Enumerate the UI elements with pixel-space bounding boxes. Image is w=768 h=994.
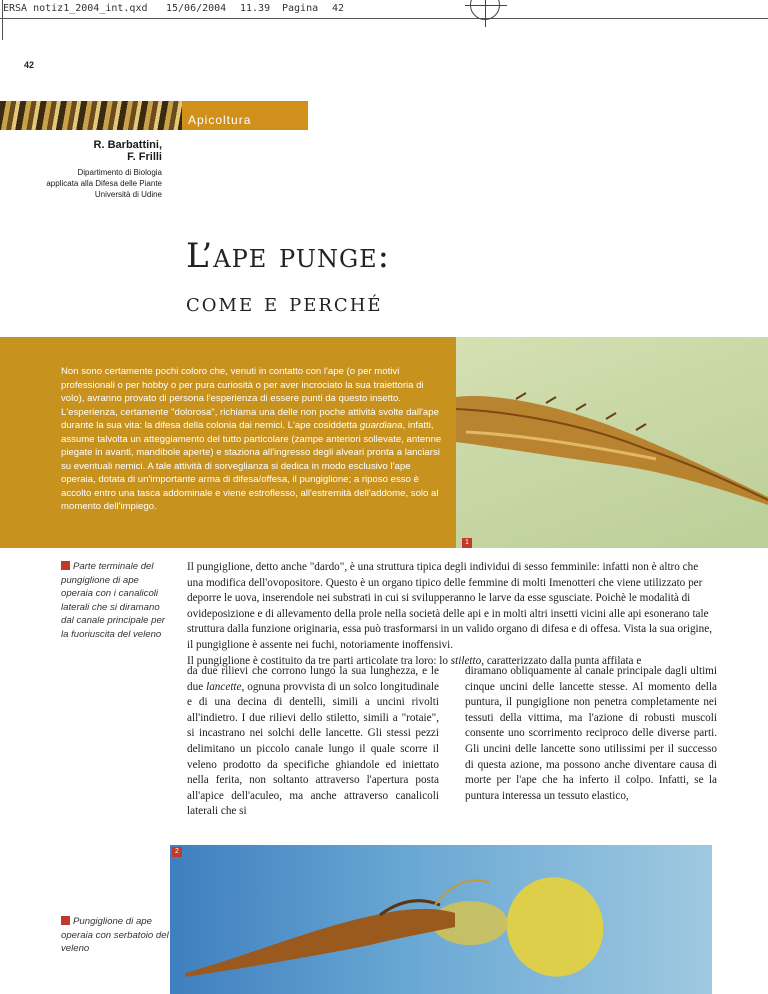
body-p2-a: Il pungiglione è costituito da tre parti articolate tra loro: lo <box>187 654 451 667</box>
intro-text <box>61 365 445 514</box>
body-wide-text <box>187 560 715 669</box>
caption-2-badge <box>61 916 70 925</box>
body-paragraph-1: Il pungiglione, detto anche "dardo", è una struttura tipica degli individui di sesso femminile: infatti non è altro che una modifica dell'ovopositore. Questo è un organo tipico delle femmine di molti Imenotteri che viene utilizzato per deporre le uova, inserendole nei substrati in cui si svilupperanno le larve da esse sgusciate. Poichè le modalità di ovideposizione e di allevamento della prole nella società delle api e in molti altri insetti vicini alle api esonerano tale struttura dalla funzione originaria, essa può trasformarsi in un valido organo di difesa e di offesa. Vista la sua origine, il pungiglione è assente nei fuchi, notoriamente inoffensivi. <box>187 561 712 651</box>
print-date: 15/06/2004 <box>166 3 227 14</box>
author-names-2: F. Frilli <box>127 151 162 163</box>
figure-1-badge: 1 <box>462 538 472 548</box>
caption-2-text: Pungiglione di ape operaia con serbatoio del veleno <box>61 916 169 954</box>
intro-p2-a: L'esperienza, certamente "dolorosa", richiama una delle non poche attività svolte dall'ape durante la sua vita: la difesa della colonia dai nemici. L'ape cosiddetta <box>61 406 439 431</box>
intro-p2-b: , infatti, assume talvolta un atteggiamento del tutto particolare (zampe anteriori sollevate, antenne piegate in avanti, mandibole aperte) e staziona all'ingresso degli alveari pronta a lanciarsi su eventuali nemici. A tale attività di sorveglianza si dedica in modo esclusivo l'ape operaia, dotata di un'importante arma di difesa/offesa, il pungiglione; a riposo esso è accolto entro una tasca addominale e viene estroflesso, all'estremità dell'addome, solo al momento dell'impiego. <box>61 420 442 512</box>
article-title <box>186 236 390 317</box>
figure-1-caption <box>61 560 169 641</box>
figure-2-caption <box>61 915 169 956</box>
body-p2-em: stiletto <box>450 654 482 667</box>
print-file-name: ERSA notiz1_2004_int.qxd <box>3 3 148 14</box>
print-page-word: Pagina <box>282 3 319 14</box>
stinger-tip-illustration <box>456 337 768 548</box>
section-banner <box>0 101 308 130</box>
title-line-2: come e perché <box>186 288 383 317</box>
figure-2-badge: 2 <box>172 847 182 857</box>
author-names: R. Barbattini, <box>93 139 162 151</box>
print-time: 11.39 <box>240 3 271 14</box>
figure-2-photo <box>170 845 712 994</box>
page-number: 42 <box>24 60 35 70</box>
body-p2-b: , caratterizzato dalla punta affilata e <box>481 654 642 667</box>
author-affiliation <box>30 167 162 200</box>
affiliation-line-1: Dipartimento di Biologia <box>77 168 162 177</box>
stinger-venom-sac-illustration <box>170 845 712 994</box>
print-header <box>0 0 768 18</box>
authors-block <box>30 139 162 200</box>
intro-paragraph-2 <box>61 406 445 514</box>
title-line-1: L’ape punge: <box>186 236 391 276</box>
col1-a: da due rilievi che corrono lungo la sua lunghezza, e le due <box>187 665 439 693</box>
caption-1-badge <box>61 561 70 570</box>
affiliation-line-2: applicata alla Difesa delle Piante <box>46 179 162 188</box>
caption-1-text: Parte terminale del pungiglione di ape operaia con i canalicoli laterali che si diramano dal canale principale per la fuoriuscita del veleno <box>61 561 165 640</box>
crop-line-left <box>2 0 3 40</box>
section-label: Apicoltura <box>182 101 308 130</box>
print-page-num: 42 <box>332 3 345 14</box>
crop-line-top <box>0 18 768 19</box>
intro-paragraph-1: Non sono certamente pochi coloro che, venuti in contatto con l'ape (o per motivi professionali o per hobby o per pura curiosità o per aver incrociato la sua traiettoria di volo), avranno provato di persona l'esperienza di essere punti da questo insetto. <box>61 366 424 404</box>
body-column-left <box>187 664 439 820</box>
col1-b: , ognuna provvista di un solco longitudinale e di una decina di dentelli, simili a uncini rivolti all'indietro. I due rilievi dello stiletto, simili a "rotaie", si incastrano nei solchi delle lancette. Gli stessi pezzi delimitano un piccolo canale lungo il quale scorre il veleno prodotto da specifiche ghiandole ed iniettato nella ferita, non soltanto attraverso l'apertura posta all'apice dell'aculeo, ma anche attraverso canalicoli laterali che si <box>187 680 439 818</box>
affiliation-line-3: Università di Udine <box>94 190 162 199</box>
body-column-right: diramano obliquamente al canale principale dagli ultimi cinque uncini delle lancette stesse. Al momento della puntura, il pungiglione non penetra completamente nei tessuti della vittima, ma l'azione di robusti muscoli consente uno scorrimento reciproco delle diverse parti. Gli uncini delle lancette sono utilissimi per il successo di questa azione, ma possono anche diventare causa di morte per l'ape che ha inferto il colpo. Infatti, se la puntura interessa un tessuto elastico, <box>465 665 717 802</box>
banner-photo <box>0 101 182 130</box>
col1-em: lancette <box>206 680 242 693</box>
figure-1-photo <box>456 337 768 548</box>
intro-p2-em: guardiana <box>359 420 403 431</box>
